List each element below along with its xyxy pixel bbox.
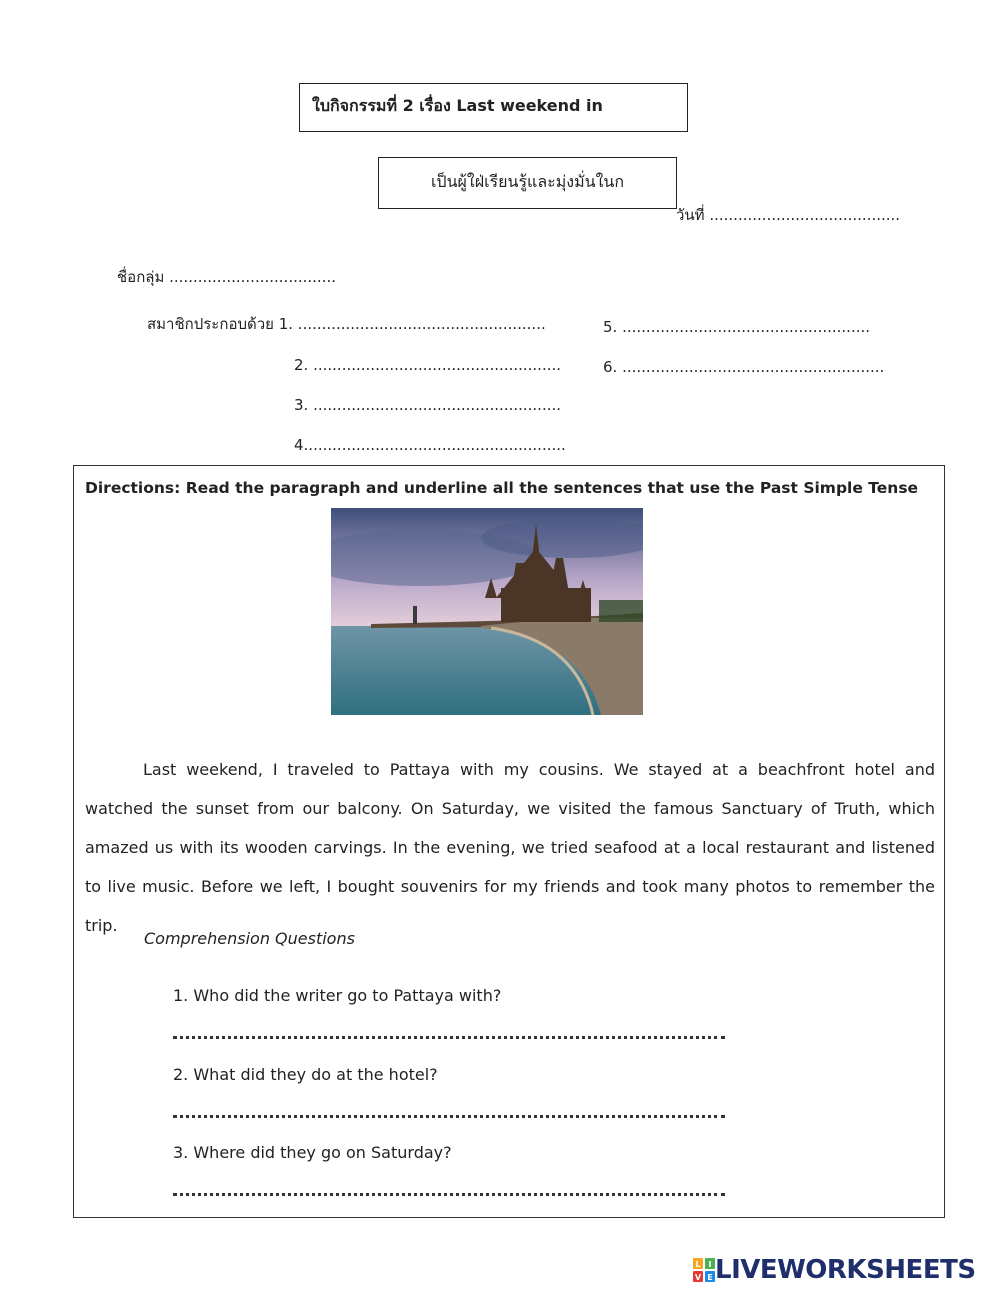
brand-logo-icon xyxy=(693,1258,715,1282)
question-2: 2. What did they do at the hotel? xyxy=(173,1065,438,1084)
members-label xyxy=(147,312,546,336)
sanctuary-photo xyxy=(331,508,643,715)
directions: Directions: Read the paragraph and underline all the sentences that use the Past Simple Tense xyxy=(85,479,919,497)
liveworksheets-logo xyxy=(693,1256,976,1284)
svg-text:L: L xyxy=(695,1260,701,1269)
question-1: 1. Who did the writer go to Pattaya with? xyxy=(173,986,502,1005)
brand-name: LIVEWORKSHEETS xyxy=(715,1255,976,1285)
reading-paragraph[interactable]: Last weekend, I traveled to Pattaya with my cousins. We stayed at a beachfront hotel and watched the sunset from our balcony. On Saturday, we visited the famous Sanctuary of Truth, which amazed us with its wooden carvings. In the evening, we tried seafood at a local restaurant and listened to live music. Before we left, I bought souvenirs for my friends and took many photos to remember the trip. xyxy=(85,760,935,935)
member-line-2: 2. .................................................... xyxy=(294,356,562,374)
member-line-6: 6. ....................................................... xyxy=(603,358,885,376)
svg-text:I: I xyxy=(708,1260,712,1269)
question-3: 3. Where did they go on Saturday? xyxy=(173,1143,452,1162)
member-line-3: 3. .................................................... xyxy=(294,396,562,414)
answer-line-2[interactable] xyxy=(173,1115,725,1118)
member-line-5: 5. .................................................... xyxy=(603,318,871,336)
comprehension-title: Comprehension Questions xyxy=(144,929,355,948)
answer-line-3[interactable] xyxy=(173,1193,725,1196)
svg-text:V: V xyxy=(694,1273,702,1282)
group-name-field: ชื่อกลุ่ม ................................... xyxy=(117,268,337,286)
date-field: วันที่ ........................................ xyxy=(676,206,901,224)
member-line-1: 1. .................................................... xyxy=(278,315,546,333)
answer-line-1[interactable] xyxy=(173,1036,725,1039)
worksheet-title: ใบกิจกรรมที่ 2 เรื่อง Last weekend in xyxy=(299,83,688,132)
svg-text:E: E xyxy=(707,1273,713,1282)
motto-box: เป็นผู้ใฝ่เรียนรู้และมุ่งมั่นในก xyxy=(378,157,677,209)
members-prefix: สมาชิกประกอบด้วย xyxy=(147,315,274,333)
member-line-4: 4....................................................... xyxy=(294,436,566,454)
